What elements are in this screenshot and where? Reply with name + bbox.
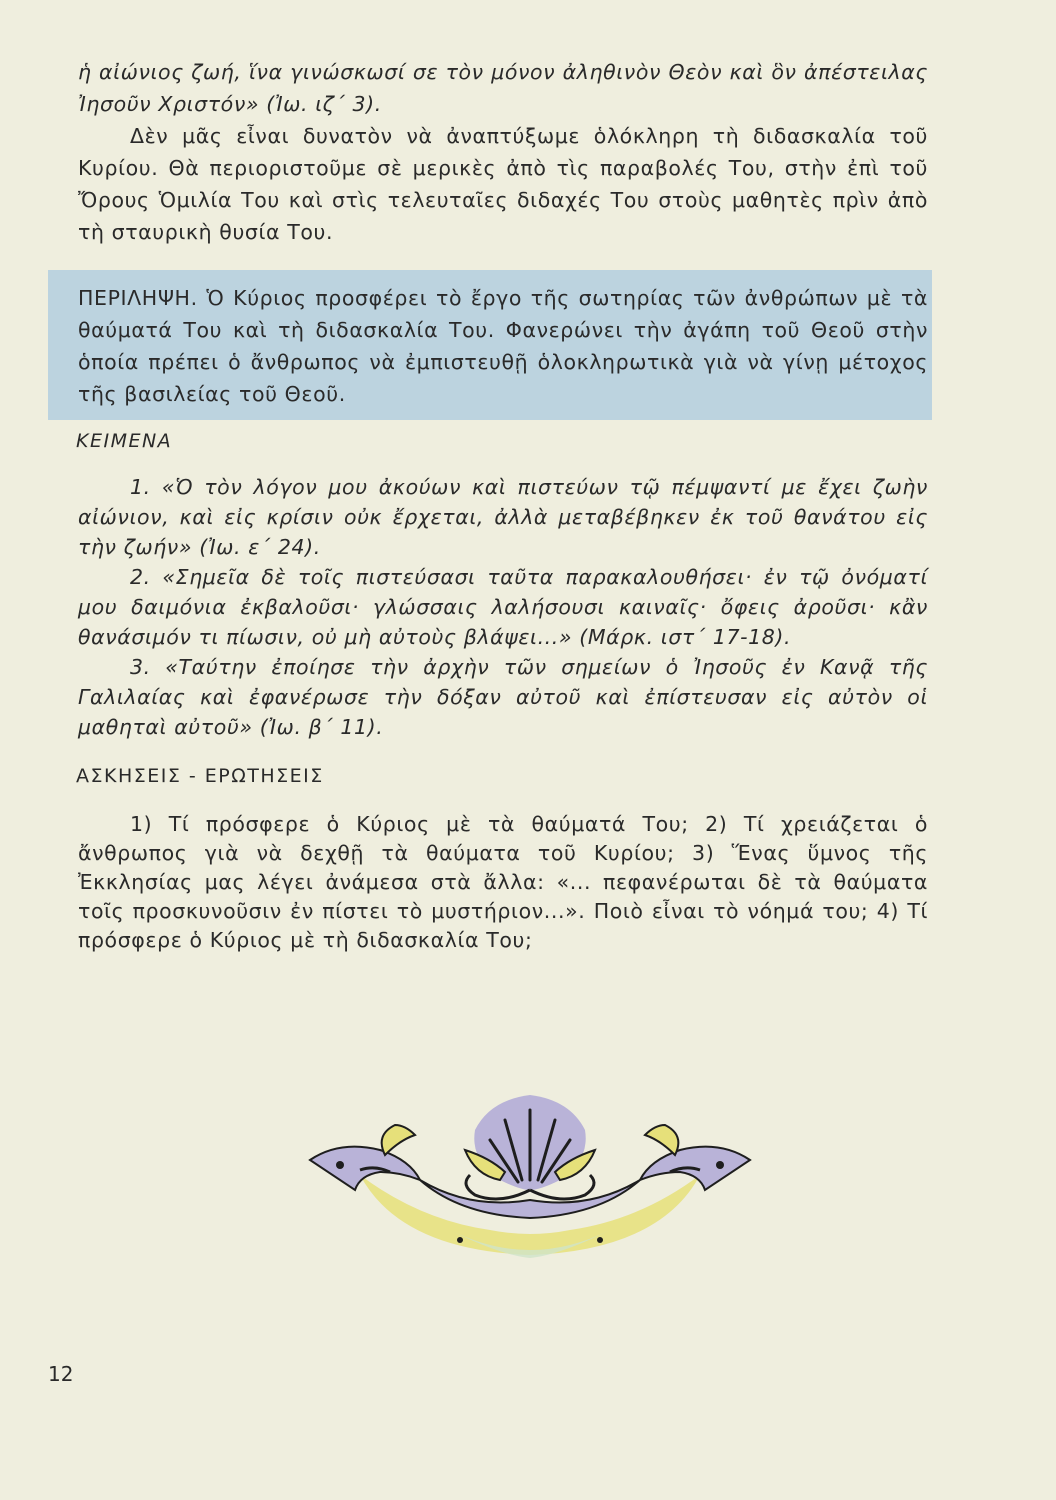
- text-item-3: 3. «Ταύτην ἐποίησε τὴν ἀρχὴν τῶν σημείων ὁ Ἰησοῦς ἐν Κανᾷ τῆς Γαλιλαίας καὶ ἐφανέρωσε τὴν δόξαν αὐτοῦ καὶ ἐπίστευσαν εἰς αὐτὸν οἱ μαθηταὶ αὐτοῦ» (Ἰω. β´ 11).: [78, 655, 928, 739]
- text-item-2: 2. «Σημεῖα δὲ τοῖς πιστεύσασι ταῦτα παρακαλουθήσει· ἐν τῷ ὀνόματί μου δαιμόνια ἐκβαλοῦσι· γλώσσαις λαλήσουσι καιναῖς· ὄφεις ἀροῦσι· κἂν θανάσιμόν τι πίωσιν, οὐ μὴ αὐτοὺς βλάψει...» (Μάρκ. ιστ´ 17-18).: [78, 565, 928, 649]
- intro-section: [78, 56, 928, 248]
- summary-section: [78, 282, 928, 410]
- floral-ornament-icon: [300, 1080, 760, 1280]
- page-number: 12: [48, 1362, 74, 1386]
- intro-continuation: ἡ αἰώνιος ζωή, ἵνα γινώσκωσί σε τὸν μόνον ἀληθινὸν Θεὸν καὶ ὃν ἀπέστειλας Ἰησοῦν Χριστόν» (Ἰω. ιζ´ 3).: [78, 60, 928, 116]
- summary-text: ΠΕΡΙΛΗΨΗ. Ὁ Κύριος προσφέρει τὸ ἔργο τῆς σωτηρίας τῶν ἀνθρώπων μὲ τὰ θαύματά Του καὶ τὴ διδασκαλία Του. Φανερώνει τὴν ἀγάπη τοῦ Θεοῦ στὴν ὁποία πρέπει ὁ ἄνθρωπος νὰ ἐμπιστευθῇ ὁλοκληρωτικὰ γιὰ νὰ γίνῃ μέτοχος τῆς βασιλείας τοῦ Θεοῦ.: [78, 286, 928, 406]
- texts-heading: ΚΕΙΜΕΝΑ: [76, 430, 173, 452]
- text-item-1: 1. «Ὁ τὸν λόγον μου ἀκούων καὶ πιστεύων τῷ πέμψαντί με ἔχει ζωὴν αἰώνιον, καὶ εἰς κρίσιν οὐκ ἔρχεται, ἀλλὰ μεταβέβηκεν ἐκ τοῦ θανάτου εἰς τὴν ζωήν» (Ἰω. ε´ 24).: [78, 475, 928, 559]
- texts-section: [78, 472, 928, 742]
- intro-paragraph: Δὲν μᾶς εἶναι δυνατὸν νὰ ἀναπτύξωμε ὁλόκληρη τὴ διδασκαλία τοῦ Κυρίου. Θὰ περιοριστοῦμε σὲ μερικὲς ἀπὸ τὶς παραβολές Του, στὴν ἐπὶ τοῦ Ὄρους Ὁμιλία Του καὶ στὶς τελευταῖες διδαχές Του στοὺς μαθητὲς πρὶν ἀπὸ τὴ σταυρικὴ θυσία Του.: [78, 124, 928, 244]
- exercises-heading: ΑΣΚΗΣΕΙΣ - ΕΡΩΤΗΣΕΙΣ: [76, 765, 324, 787]
- exercises-section: [78, 810, 928, 955]
- exercises-text: 1) Τί πρόσφερε ὁ Κύριος μὲ τὰ θαύματά Του; 2) Τί χρειάζεται ὁ ἄνθρωπος γιὰ νὰ δεχθῇ τὰ θαύματα τοῦ Κυρίου; 3) Ἕνας ὕμνος τῆς Ἐκκλησίας μας λέγει ἀνάμεσα στὰ ἄλλα: «... πεφανέρωται δὲ τὰ θαύματα τοῖς προσκυνοῦσιν ἐν πίστει τὸ μυστήριον...». Ποιὸ εἶναι τὸ νόημά του; 4) Τί πρόσφερε ὁ Κύριος μὲ τὴ διδασκαλία Του;: [78, 812, 928, 952]
